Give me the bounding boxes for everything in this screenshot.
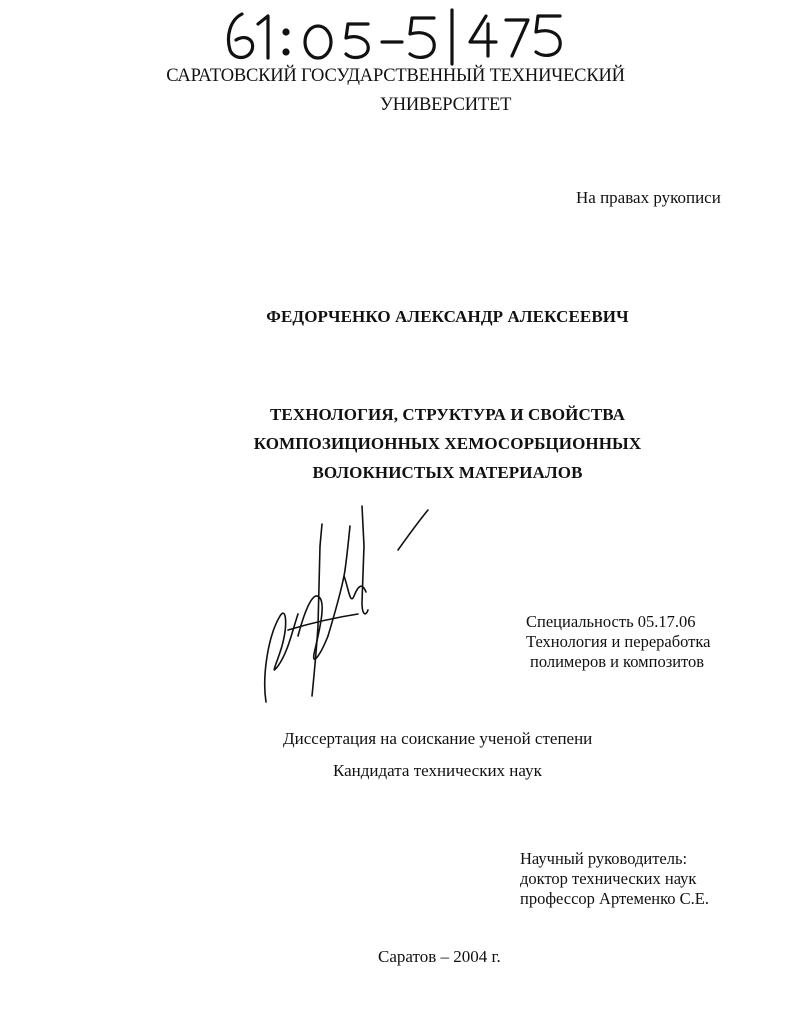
university-line-2: УНИВЕРСИТЕТ (379, 95, 512, 115)
university-line-1: САРАТОВСКИЙ ГОСУДАРСТВЕННЫЙ ТЕХНИЧЕСКИЙ (166, 66, 625, 86)
handwritten-archive-code (220, 6, 580, 66)
specialty-line-3: полимеров и композитов (530, 652, 705, 671)
rights-note: На правах рукописи (576, 188, 721, 207)
supervisor-line-2: доктор технических наук (520, 869, 697, 888)
degree-line-1: Диссертация на соискание ученой степени (283, 729, 593, 748)
specialty-line-1: Специальность 05.17.06 (526, 612, 696, 631)
signature (258, 506, 438, 706)
specialty-line-2: Технология и переработка (526, 632, 711, 651)
supervisor-line-3: профессор Артеменко С.Е. (520, 889, 709, 908)
title-line-3: ВОЛОКНИСТЫХ МАТЕРИАЛОВ (312, 463, 583, 482)
title-line-1: ТЕХНОЛОГИЯ, СТРУКТУРА И СВОЙСТВА (269, 405, 626, 424)
degree-line-2: Кандидата технических наук (333, 761, 542, 780)
supervisor-line-1: Научный руководитель: (520, 849, 688, 868)
city-year-footer: Саратов – 2004 г. (378, 947, 501, 966)
author-name: ФЕДОРЧЕНКО АЛЕКСАНДР АЛЕКСЕЕВИЧ (266, 307, 629, 326)
title-line-2: КОМПОЗИЦИОННЫХ ХЕМОСОРБЦИОННЫХ (253, 434, 642, 453)
